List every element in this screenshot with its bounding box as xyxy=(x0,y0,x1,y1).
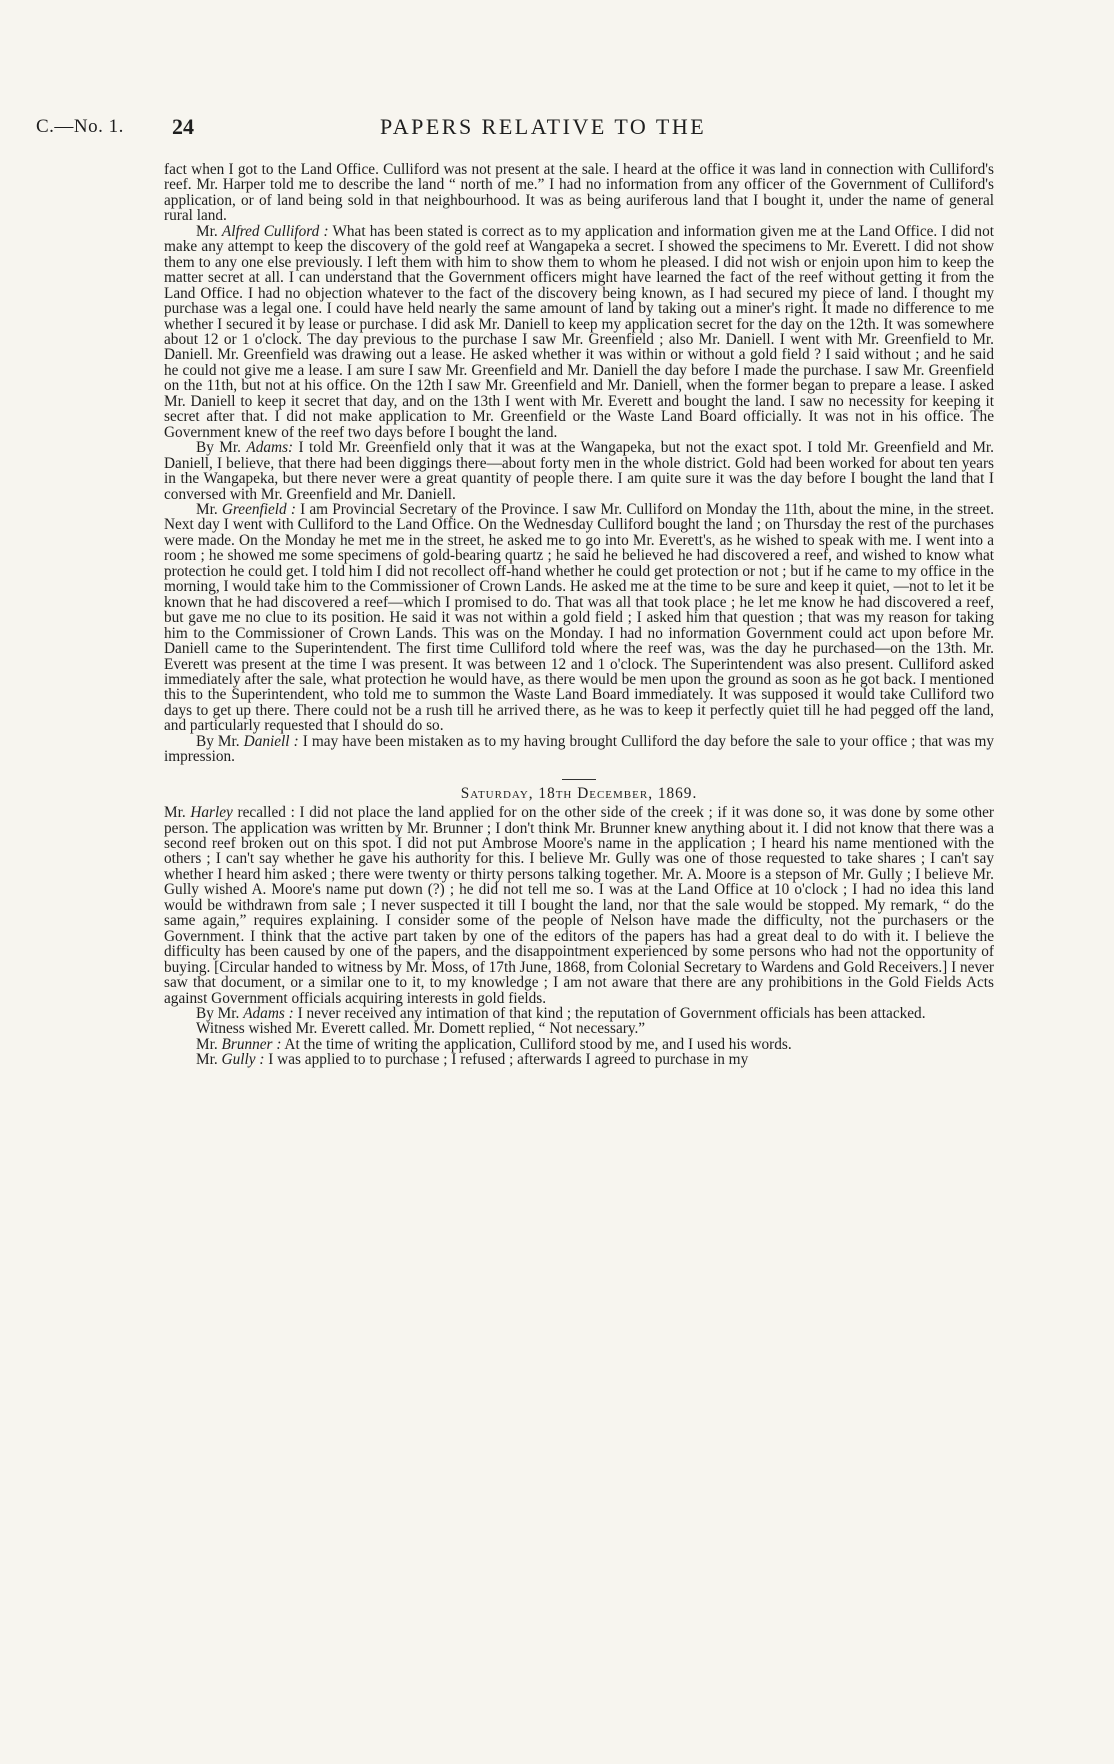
paragraph: Witness wished Mr. Everett called. Mr. Domett replied, “ Not necessary.” xyxy=(196,1020,646,1038)
paragraph-text: I was applied to to purchase ; I refused ; afterwards I agreed to purchase in my xyxy=(268,1051,749,1069)
paragraph-text: I told Mr. Greenfield only that it was at the Wangapeka, but not the exact spot. I told Mr. Greenfield and Mr. Daniell, I believe, that there had been diggings there—about forty men in the whole district. Gold had been worked for about ten years in the Wangapeka, but there never were a great quantity of people there. I am quite sure it was the day before I bought the land that I conversed with Mr. Greenfield and Mr. Daniell. xyxy=(164,439,994,503)
speaker-prefix: Mr. xyxy=(164,804,186,822)
paragraph: fact when I got to the Land Office. Culliford was not present at the sale. I heard at the office it was land in connection with Culliford's reef. Mr. Harper told me to describe the land “ north of me.” I had no information from any officer of the Government of Culliford's application, or of land being sold in that neighbourhood. It was as being auriferous land that I bought it, under the name of general rural land. xyxy=(164,161,994,225)
paragraph-text: I may have been mistaken as to my having brought Culliford the day before the sale to your office ; that was my impression. xyxy=(164,732,994,766)
paragraph-text: At the time of writing the application, Culliford stood by me, and I used his words. xyxy=(284,1035,792,1053)
speaker-prefix: Mr. xyxy=(196,500,218,518)
speaker-name: Brunner : xyxy=(221,1035,282,1053)
speaker-name: Daniell : xyxy=(243,732,299,750)
speaker-name: Adams : xyxy=(243,1005,294,1023)
header-reference: C.—No. 1. xyxy=(36,116,124,137)
speaker-name: Adams: xyxy=(246,439,294,457)
speaker-name: Gully : xyxy=(221,1051,265,1069)
section-divider xyxy=(562,779,596,780)
paragraph xyxy=(164,1006,994,1021)
speaker-prefix: By Mr. xyxy=(196,1005,240,1023)
date-heading: Saturday, 18th December, 1869. xyxy=(460,784,698,802)
speaker-name: Greenfield : xyxy=(221,500,296,518)
speaker-prefix: Mr. xyxy=(196,1035,218,1053)
paragraph-text: I am Provincial Secretary of the Province. I saw Mr. Culliford on Monday the 11th, about the mine, in the street. Next day I went with Culliford to the Land Office. On the Wednesday Culliford bought the land ; on Thursday the rest of the purchases were made. On the Monday he met me in the street, he asked me to go into Mr. Everett's, as he wished to speak with me. I went into a room ; he showed me some specimens of gold-bearing quartz ; he said he believed he had discovered a reef, and wished to know what protection he could get. I told him I did not recollect off-hand whether he could get protection or not ; but if he came to my office in the morning, I would take him to the Commissioner of Crown Lands. He asked me at the time to be sure and keep it quiet, —not to let it be known that he had discovered a reef—which I promised to do. That was all that took place ; he let me know he had discovered a reef, but gave me no clue to its position. He said it was not within a gold field ; I asked him that question ; that was my reason for taking him to the Commissioner of Crown Lands. This was on the Monday. I had no information Government could act upon before Mr. Daniell came to the Superintendent. The first time Culliford told where the reef was, was the day he purchased—on the 13th. Mr. Everett was present at the time I was present. It was between 12 and 1 o'clock. The Superintendent was also present. Culliford asked immediately after the sale, what protection he would have, as there would be men upon the ground as soon as he got back. I mentioned this to the Superintendent, who told me to summon the Waste Land Board immediately. It was supposed it would take Culliford two days to get up there. There could not be a rush till he arrived there, as he was to keep it perfectly quiet till he had pegged off the land, and particularly requested that I should do so. xyxy=(164,500,995,735)
speaker-name: Harley xyxy=(190,804,233,822)
paragraph xyxy=(164,734,994,765)
paragraph xyxy=(164,1037,994,1052)
paragraph xyxy=(164,440,994,502)
paragraph xyxy=(164,224,994,440)
paragraph xyxy=(164,502,994,734)
paragraph xyxy=(164,805,994,1006)
running-head: PAPERS RELATIVE TO THE xyxy=(380,114,707,139)
paragraph-text: recalled : I did not place the land applied for on the other side of the creek ; if it was done so, it was done by some other person. The application was written by Mr. Brunner ; I don't think Mr. Brunner knew anything about it. I did not know that there was a second reef broken out on this spot. I did not put Ambrose Moore's name in the application ; I heard his name mentioned with the others ; I can't say whether he gave his authority for this. I believe Mr. Gully was one of those requested to take shares ; I can't say whether I heard him asked ; there were twenty or thirty persons talking together. Mr. A. Moore is a stepson of Mr. Gully ; I believe Mr. Gully wished A. Moore's name put down (?) ; he did not tell me so. I was at the Land Office at 10 o'clock ; I had no idea this land would be withdrawn from sale ; I never suspected it till I bought the land, nor that the sale would be stopped. My remark, “ do the same again,” requires explaining. I consider some of the people of Nelson have made the difficulty, not the purchasers or the Government. I think that the active part taken by one of the editors of the papers has had a great deal to do with it. I believe the difficulty has been caused by one of the papers, and the disappointment experienced by some persons who had not the opportunity of buying. [Circular handed to witness by Mr. Moss, of 17th June, 1868, from Colonial Secretary to Wardens and Gold Receivers.] I never saw that document, or a similar one to it, to my knowledge ; I am not aware that there are any prohibitions in the Gold Fields Acts against Government officials acquiring interests in gold fields. xyxy=(164,804,994,1007)
speaker-prefix: Mr. xyxy=(196,222,218,240)
speaker-prefix: Mr. xyxy=(196,1051,218,1069)
paragraph xyxy=(164,1052,994,1067)
document-body xyxy=(164,162,994,1068)
paragraph-text: I never received any intimation of that kind ; the reputation of Government officials has been attacked. xyxy=(297,1005,926,1023)
speaker-name: Alfred Culliford : xyxy=(221,222,329,240)
page-number: 24 xyxy=(172,114,194,139)
paragraph-text: What has been stated is correct as to my application and information given me at the Land Office. I did not make any attempt to keep the discovery of the gold reef at Wangapeka a secret. I showed the specimens to Mr. Everett. I did not show them to any one else previously. I left them with him to show them to whom he pleased. I did not wish or enjoin upon him to keep the matter secret at all. I can understand that the Government officers might have learned the fact of the reef without getting it from the Land Office. I had no objection whatever to the fact of the discovery being known, as I had secured my piece of land. I thought my purchase was a legal one. I could have held nearly the same amount of land by taking out a miner's right. It made no difference to me whether I secured it by lease or purchase. I did ask Mr. Daniell to keep my application secret for the day on the 12th. It was somewhere about 12 or 1 o'clock. The day previous to the purchase I saw Mr. Greenfield ; also Mr. Daniell. I went with Mr. Greenfield to Mr. Daniell. Mr. Greenfield was drawing out a lease. He asked whether it was within or without a gold field ? I said without ; and he said he could not give me a lease. I am sure I saw Mr. Greenfield and Mr. Daniell the day before I made the purchase. I saw Mr. Greenfield on the 11th, but not at his office. On the 12th I saw Mr. Greenfield and Mr. Daniell, when the former began to prepare a lease. I asked Mr. Daniell to keep it secret that day, and on the 13th I went with Mr. Everett and bought the land. I saw no necessity for keeping it secret after that. I did not make application to Mr. Greenfield or the Waste Land Board officially. It was not in his office. The Government knew of the reef two days before I bought the land. xyxy=(164,222,994,441)
speaker-prefix: By Mr. xyxy=(196,439,241,457)
speaker-prefix: By Mr. xyxy=(196,732,240,750)
